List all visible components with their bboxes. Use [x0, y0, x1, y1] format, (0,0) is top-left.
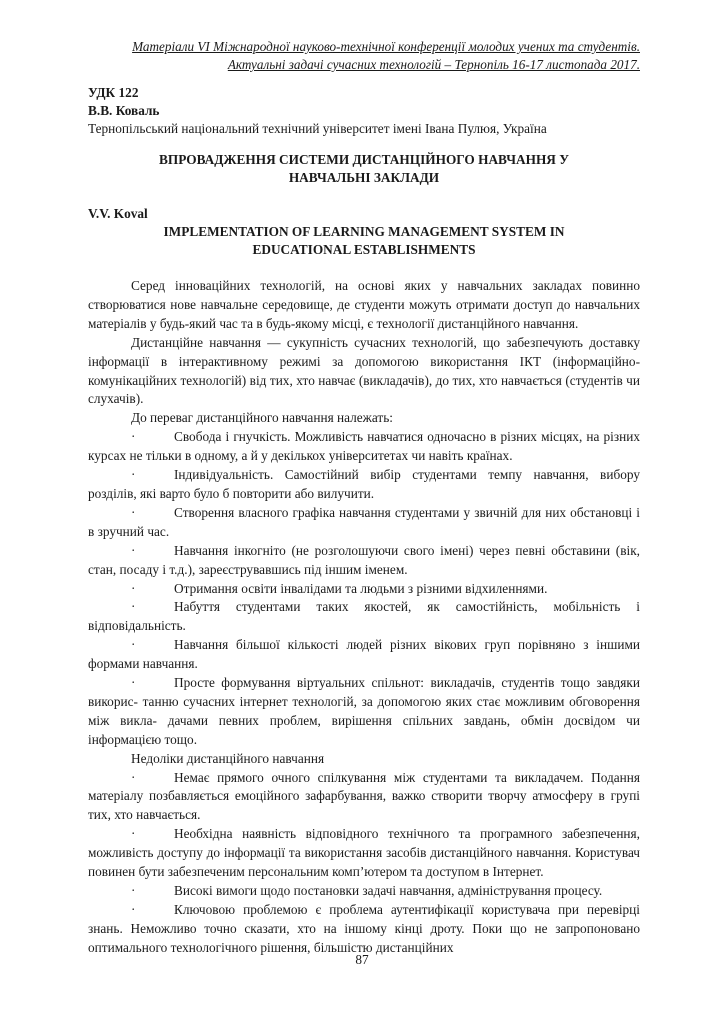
bullet-text: Отримання освіти інвалідами та людьми з різними відхиленнями. — [174, 580, 548, 596]
page-number: 87 — [355, 952, 369, 967]
title-en-line-1: IMPLEMENTATION OF LEARNING MANAGEMENT SYSTEM IN — [163, 224, 565, 239]
body-text — [88, 277, 640, 958]
bullet-item — [88, 542, 640, 580]
bullet-item — [88, 882, 640, 901]
paragraph: Дистанційне навчання — сукупність сучасних технологій, що забезпечують доставку інформації в інтерактивному режимі за допомогою використання ІКТ (інформаційно-комунікаційних технологій) від тих, хто навчає (викладачів), до тих, хто навчається (студентів чи слухачів). — [88, 334, 640, 407]
bullet-marker: · — [131, 504, 136, 520]
header-line-2: Актуальні задачі сучасних технологій – Тернопіль 16-17 листопада 2017. — [227, 57, 640, 72]
bullet-text: Ключовою проблемою є проблема аутентифікації користувача при перевірці знань. Неможливо точно сказати, хто на іншому кінці дроту. Поки що не запропоновано оптимального технологічного рішення, більшістю дистанційних — [88, 901, 640, 955]
bullet-text: Немає прямого очного спілкування між студентами та викладачем. Подання матеріалу позбавляється емоційного зафарбування, важко створити творчу атмосферу в групі тих, хто навчається. — [88, 769, 640, 823]
header-line-1: Матеріали VI Міжнародної науково-технічної конференції молодих учених та студентів. — [132, 39, 640, 54]
bullet-marker: · — [131, 675, 136, 691]
bullet-text: Навчання інкогніто (не розголошуючи свого імені) через певні обставини (вік, стан, посаду і т.д.), зареєструвавшись під іншим іменем. — [88, 542, 640, 577]
title-ua-line-1: ВПРОВАДЖЕННЯ СИСТЕМИ ДИСТАНЦІЙНОГО НАВЧАННЯ У — [159, 152, 569, 167]
bullet-marker: · — [131, 637, 136, 653]
udk-code: УДК 122 — [88, 85, 139, 100]
title-ua — [88, 151, 640, 187]
author-ua: В.В. Коваль — [88, 103, 160, 118]
bullet-text: Навчання більшої кількості людей різних вікових груп порівняно з іншими формами навчання. — [88, 637, 640, 672]
bullet-text: Свобода і гнучкість. Можливість навчатися одночасно в різних місцях, на різних курсах не тільки в одному, а й у декількох університетах чи навіть країнах. — [88, 429, 640, 464]
bullet-item — [88, 636, 640, 674]
bullet-text: Створення власного графіка навчання студентами у звичній для них обстановці і в зручний час. — [88, 504, 640, 539]
bullet-marker: · — [131, 580, 136, 596]
bullet-item — [88, 466, 640, 504]
bullet-text: Набуття студентами таких якостей, як самостійність, мобільність і відповідальність. — [88, 599, 640, 634]
bullet-marker: · — [131, 826, 136, 842]
affiliation: Тернопільський національний технічний університет імені Івана Пулюя, Україна — [88, 121, 547, 136]
paragraph: До переваг дистанційного навчання належать: — [131, 410, 393, 426]
conference-header — [88, 38, 640, 74]
bullet-text: Високі вимоги щодо постановки задачі навчання, адміністрування процесу. — [174, 883, 603, 898]
bullet-marker: · — [131, 429, 136, 445]
bullet-marker: · — [131, 542, 136, 558]
author-en: V.V. Koval — [88, 206, 148, 221]
bullet-item — [88, 674, 640, 750]
bullet-marker: · — [131, 901, 136, 917]
bullet-item — [88, 428, 640, 466]
title-en-line-2: EDUCATIONAL ESTABLISHMENTS — [252, 242, 476, 257]
paragraph: Недоліки дистанційного навчання — [131, 750, 325, 766]
bullet-marker: · — [131, 769, 136, 785]
bullet-marker: · — [131, 883, 136, 898]
bullet-item — [88, 580, 640, 599]
bullet-text: Індивідуальність. Самостійний вибір студентами темпу навчання, вибору розділів, які варто було б повторити або вилучити. — [88, 467, 640, 501]
bullet-text: Необхідна наявність відповідного технічного та програмного забезпечення, можливість доступу до інформації та використання засобів дистанційного навчання. Користувач повинен бути забезпеченим персональним комп’ютером та доступом в Інтернет. — [88, 826, 640, 880]
bullet-marker: · — [131, 467, 136, 483]
bullet-item — [88, 825, 640, 882]
bullet-text: Просте формування віртуальних спільнот: викладачів, студентів тощо завдяки викорис- танню сучасних інтернет технологій, за допомогою яких стає можливим обговорення між викла- дачами певних проблем, вирішення спільних завдань, обмін досвідом чи інформацією тощо. — [88, 675, 640, 747]
bullet-item — [88, 769, 640, 826]
bullet-item — [88, 598, 640, 636]
bullet-item — [88, 901, 640, 958]
title-en — [88, 223, 640, 259]
bullet-marker: · — [131, 599, 136, 615]
paper-page — [88, 38, 640, 958]
title-ua-line-2: НАВЧАЛЬНІ ЗАКЛАДИ — [288, 170, 440, 185]
paragraph: Серед інноваційних технологій, на основі яких у навчальних закладах повинно створюватися нове навчальне середовище, де студенти можуть отримати доступ до навчальних матеріалів у будь-який час та в будь-якому місці, є технології дистанційного навчання. — [88, 278, 640, 331]
bullet-item — [88, 504, 640, 542]
